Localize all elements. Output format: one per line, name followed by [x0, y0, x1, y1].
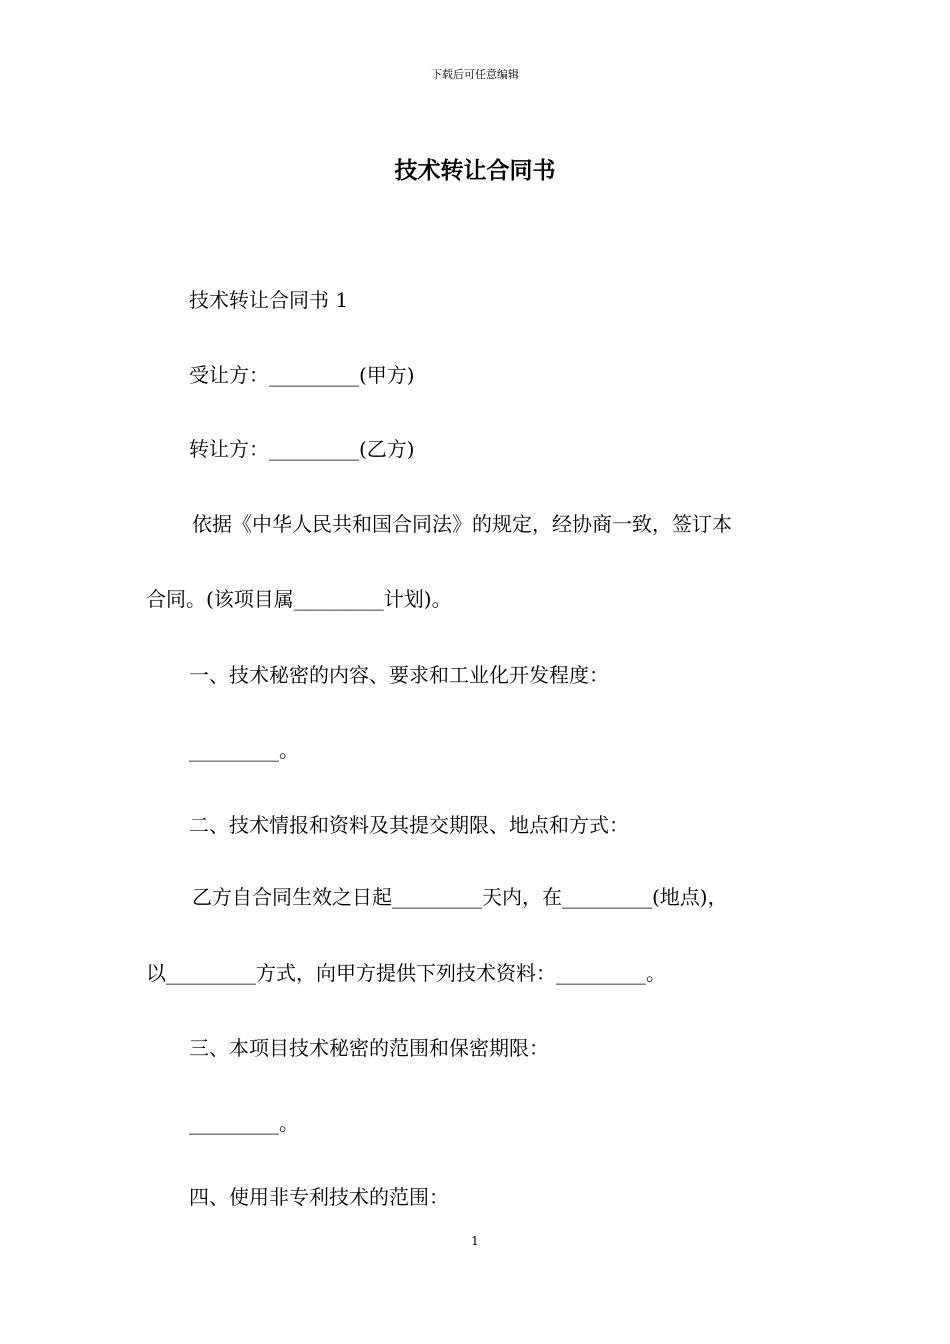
- clause-2-heading: 二、技术情报和资料及其提交期限、地点和方式：: [189, 813, 629, 837]
- preamble-line-2: 合同。(该项目属_________计划)。: [146, 587, 452, 611]
- preamble-line-1: 依据《中华人民共和国合同法》的规定，经协商一致，签订本: [192, 512, 732, 536]
- clause-1-blank: _________。: [189, 738, 299, 762]
- clause-3-blank: _________。: [189, 1111, 299, 1135]
- section-subtitle: 技术转让合同书 1: [189, 288, 349, 312]
- clause-4-heading: 四、使用非专利技术的范围：: [189, 1185, 449, 1209]
- page-number: 1: [471, 1234, 479, 1248]
- clause-2-text-line-2: 以_________方式，向甲方提供下列技术资料：_________。: [146, 961, 666, 985]
- transferee-line: 受让方：_________(甲方): [189, 363, 415, 387]
- clause-2-text-line-1: 乙方自合同生效之日起_________天内，在_________(地点)，: [192, 885, 728, 909]
- transferor-line: 转让方：_________(乙方): [189, 437, 415, 461]
- clause-3-heading: 三、本项目技术秘密的范围和保密期限：: [189, 1036, 549, 1060]
- clause-1-heading: 一、技术秘密的内容、要求和工业化开发程度：: [189, 663, 609, 687]
- document-title: 技术转让合同书: [394, 157, 556, 184]
- header-note: 下载后可任意编辑: [431, 68, 519, 81]
